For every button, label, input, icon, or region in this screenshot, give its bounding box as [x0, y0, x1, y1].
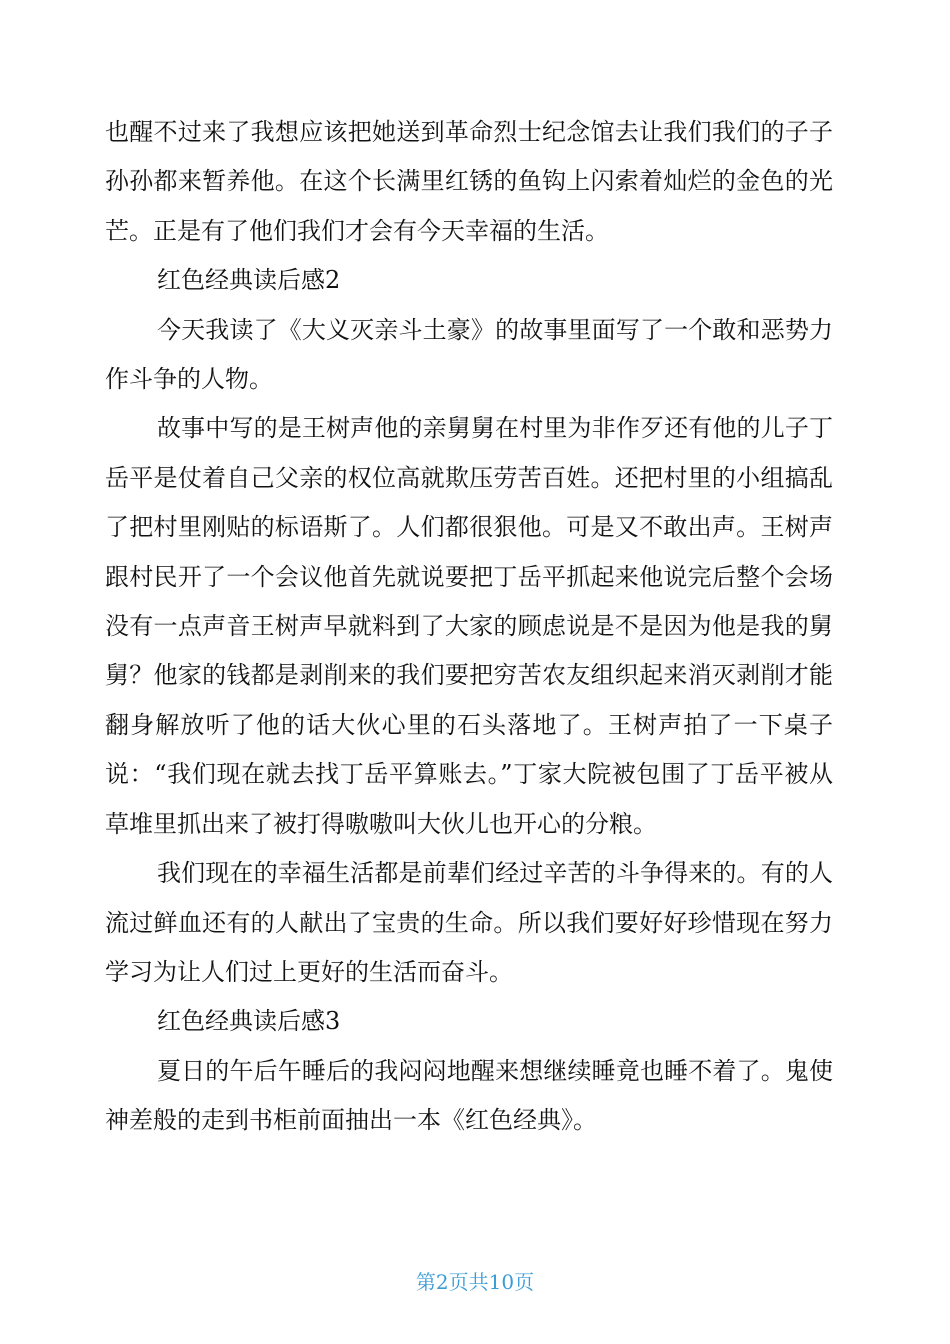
- paragraph: 夏日的午后午睡后的我闷闷地醒来想继续睡竟也睡不着了。鬼使神差般的走到书柜前面抽出一本《红色经典》。: [105, 1056, 833, 1135]
- paragraph: 故事中写的是王树声他的亲舅舅在村里为非作歹还有他的儿子丁岳平是仗着自己父亲的权位高就欺压劳苦百姓。还把村里的小组搞乱了把村里刚贴的标语斯了。人们都很狠他。可是又不敢出声。王树声跟村民开了一个会议他首先就说要把丁岳平抓起来他说完后整个会场没有一点声音王树声早就料到了大家的顾虑说是不是因为他是我的舅舅？他家的钱都是剥削来的我们要把穷苦农友组织起来消灭剥削才能翻身解放听了他的话大伙心里的石头落地了。王树声拍了一下桌子说：“我们现在就去找丁岳平算账去。”丁家大院被包围了丁岳平被从草堆里抓出来了被打得嗷嗷叫大伙儿也开心的分粮。: [105, 414, 833, 838]
- paragraph: 我们现在的幸福生活都是前辈们经过辛苦的斗争得来的。有的人流过鲜血还有的人献出了宝贵的生命。所以我们要好好珍惜现在努力学习为让人们过上更好的生活而奋斗。: [105, 859, 833, 986]
- paragraph: 今天我读了《大义灭亲斗土豪》的故事里面写了一个敢和恶势力作斗争的人物。: [105, 315, 833, 394]
- section-heading-2: 红色经典读后感2: [157, 266, 341, 295]
- paragraph-continuation: 也醒不过来了我想应该把她送到革命烈士纪念馆去让我们我们的子子孙孙都来暂养他。在这个长满里红锈的鱼钩上闪索着灿烂的金色的光芒。正是有了他们我们才会有今天幸福的生活。: [105, 118, 833, 245]
- page-number-footer: 第2页共10页: [415, 1270, 535, 1294]
- section-heading-3: 红色经典读后感3: [157, 1007, 341, 1036]
- document-body: [105, 108, 833, 1146]
